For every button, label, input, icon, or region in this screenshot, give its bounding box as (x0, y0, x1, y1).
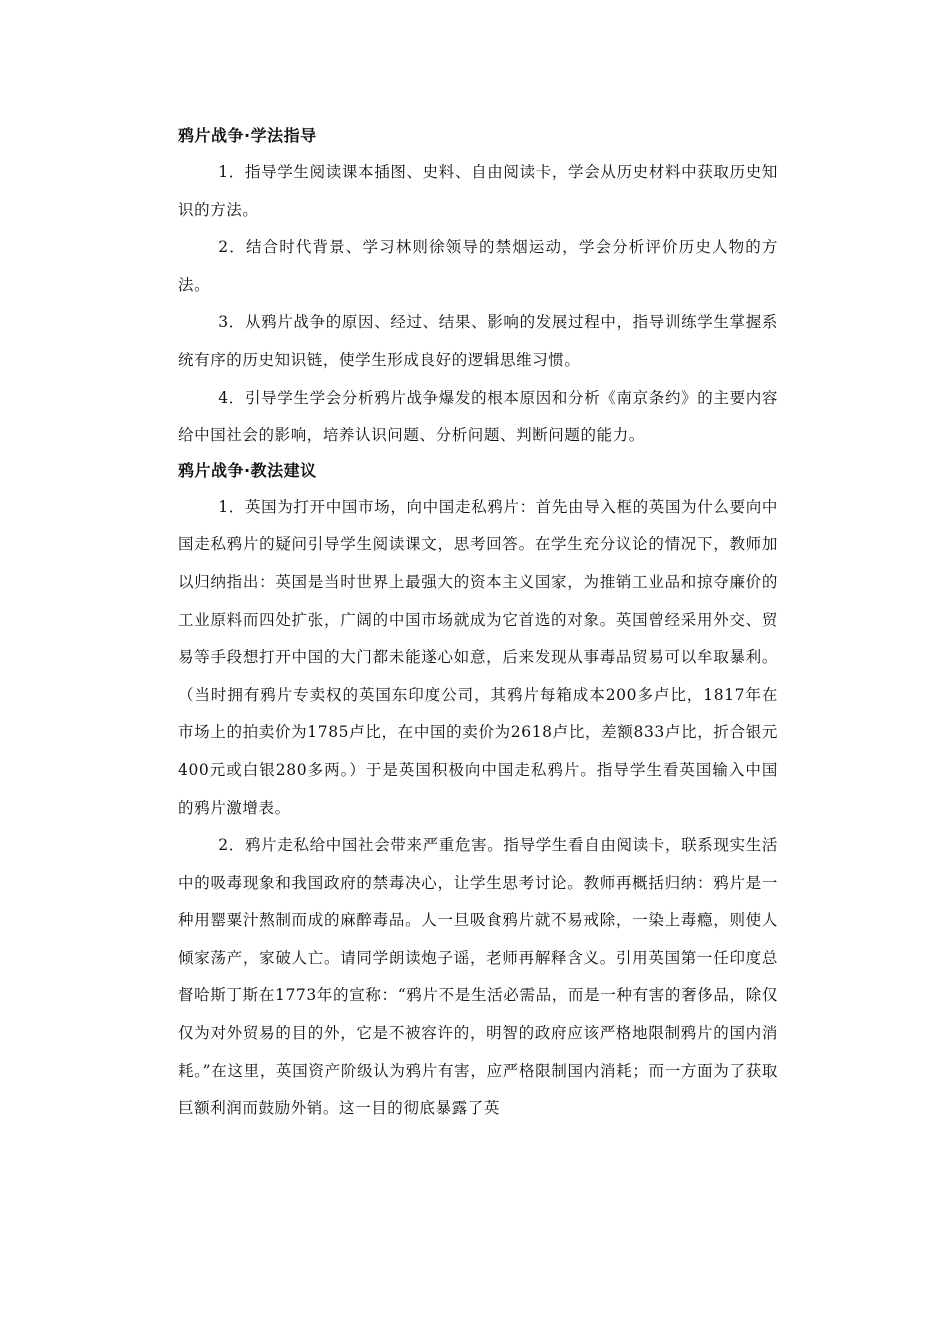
study-method-item-2: 2．结合时代背景、学习林则徐领导的禁烟运动，学会分析评价历史人物的方法。 (178, 238, 778, 294)
section-heading-teaching-suggestions: 鸦片战争·教法建议 (178, 460, 317, 480)
teaching-suggestion-item-1: 1．英国为打开中国市场，向中国走私鸦片：首先由导入框的英国为什么要向中国走私鸦片的疑问引导学生阅读课文，思考回答。在学生充分议论的情况下，教师加以归纳指出：英国是当时世界上最强大的资本主义国家，为推销工业品和掠夺廉价的工业原料而四处扩张，广阔的中国市场就成为它首选的对象。英国曾经采用外交、贸易等手段想打开中国的大门都未能遂心如意，后来发现从事毒品贸易可以牟取暴利。（当时拥有鸦片专卖权的英国东印度公司，其鸦片每箱成本200多卢比，1817年在市场上的拍卖价为1785卢比，在中国的卖价为2618卢比，差额833卢比，折合银元400元或白银280多两。）于是英国积极向中国走私鸦片。指导学生看英国输入中国的鸦片激增表。 (178, 497, 778, 817)
study-method-item-4: 4．引导学生学会分析鸦片战争爆发的根本原因和分析《南京条约》的主要内容给中国社会的影响，培养认识问题、分析问题、判断问题的能力。 (178, 388, 778, 445)
document-body (178, 120, 778, 1128)
study-method-item-1: 1．指导学生阅读课本插图、史料、自由阅读卡，学会从历史材料中获取历史知识的方法。 (178, 163, 778, 219)
study-method-item-3: 3．从鸦片战争的原因、经过、结果、影响的发展过程中，指导训练学生掌握系统有序的历史知识链，使学生形成良好的逻辑思维习惯。 (178, 313, 778, 369)
teaching-suggestion-item-2: 2．鸦片走私给中国社会带来严重危害。指导学生看自由阅读卡，联系现实生活中的吸毒现象和我国政府的禁毒决心，让学生思考讨论。教师再概括归纳：鸦片是一种用罂粟汁熬制而成的麻醉毒品。人一旦吸食鸦片就不易戒除，一染上毒瘾，则使人倾家荡产，家破人亡。请同学朗读炮子谣，老师再解释含义。引用英国第一任印度总督哈斯丁斯在1773年的宣称：“鸦片不是生活必需品，而是一种有害的奢侈品，除仅仅为对外贸易的目的外，它是不被容许的，明智的政府应该严格地限制鸦片的国内消耗。”在这里，英国资产阶级认为鸦片有害，应严格限制国内消耗；而一方面为了获取巨额利润而鼓励外销。这一目的彻底暴露了英 (178, 836, 778, 1118)
section-heading-study-method: 鸦片战争·学法指导 (178, 126, 317, 145)
